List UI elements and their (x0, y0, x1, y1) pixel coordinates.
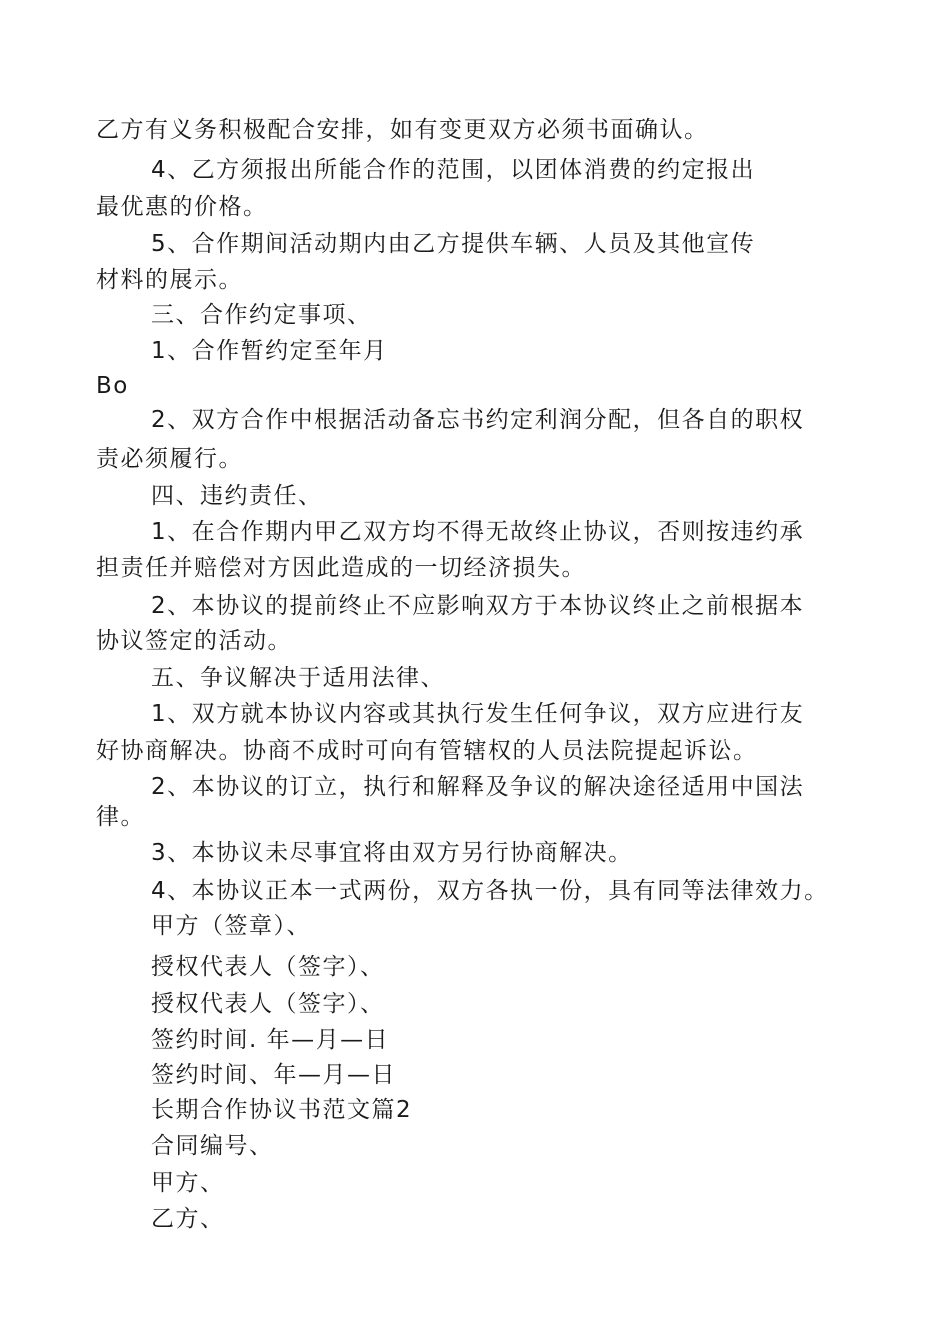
section-3-clause-2-line-2: 责必须履行。 (96, 446, 243, 472)
authorized-representative-1: 授权代表人（签字）、 (151, 954, 385, 980)
section-4-clause-2-line-1: 2、本协议的提前终止不应影响双方于本协议终止之前根据本 (151, 593, 805, 619)
section-5-clause-1-line-2: 好协商解决。协商不成时可向有管辖权的人员法院提起诉讼。 (96, 738, 758, 764)
contract-number-label: 合同编号、 (151, 1133, 274, 1159)
party-a-label: 甲方、 (151, 1170, 225, 1196)
section-4-heading: 四、违约责任、 (151, 483, 323, 509)
section-title-2: 长期合作协议书范文篇2 (151, 1097, 413, 1123)
clause-4-line-2: 最优惠的价格。 (96, 194, 268, 220)
authorized-representative-2: 授权代表人（签字）、 (151, 991, 385, 1017)
signing-date-2: 签约时间、年—月—日 (151, 1062, 396, 1088)
section-3-clause-1: 1、合作暂约定至年月 (151, 338, 388, 364)
section-5-heading: 五、争议解决于适用法律、 (151, 665, 445, 691)
section-5-clause-3: 3、本协议未尽事宜将由双方另行协商解决。 (151, 840, 633, 866)
section-4-clause-2-line-2: 协议签定的活动。 (96, 628, 292, 654)
stray-text: Bo (96, 373, 129, 399)
section-5-clause-2-line-1: 2、本协议的订立，执行和解释及争议的解决途径适用中国法 (151, 774, 805, 800)
section-5-clause-2-line-2: 律。 (96, 804, 145, 830)
party-a-signature: 甲方（签章）、 (151, 913, 311, 939)
signing-date-1: 签约时间. 年—月—日 (151, 1027, 390, 1053)
section-3-clause-2-line-1: 2、双方合作中根据活动备忘书约定利润分配，但各自的职权 (151, 407, 805, 433)
clause-4-line-1: 4、乙方须报出所能合作的范围，以团体消费的约定报出 (151, 157, 756, 183)
clause-5-line-2: 材料的展示。 (96, 267, 243, 293)
section-5-clause-4: 4、本协议正本一式两份，双方各执一份，具有同等法律效力。 (151, 878, 829, 904)
clause-5-line-1: 5、合作期间活动期内由乙方提供车辆、人员及其他宣传 (151, 231, 756, 257)
paragraph-line-1: 乙方有义务积极配合安排，如有变更双方必须书面确认。 (96, 117, 709, 143)
section-5-clause-1-line-1: 1、双方就本协议内容或其执行发生任何争议，双方应进行友 (151, 701, 805, 727)
party-b-label: 乙方、 (151, 1206, 225, 1232)
section-4-clause-1-line-2: 担责任并赔偿对方因此造成的一切经济损失。 (96, 555, 586, 581)
section-4-clause-1-line-1: 1、在合作期内甲乙双方均不得无故终止协议，否则按违约承 (151, 519, 805, 545)
section-3-heading: 三、合作约定事项、 (151, 302, 372, 328)
